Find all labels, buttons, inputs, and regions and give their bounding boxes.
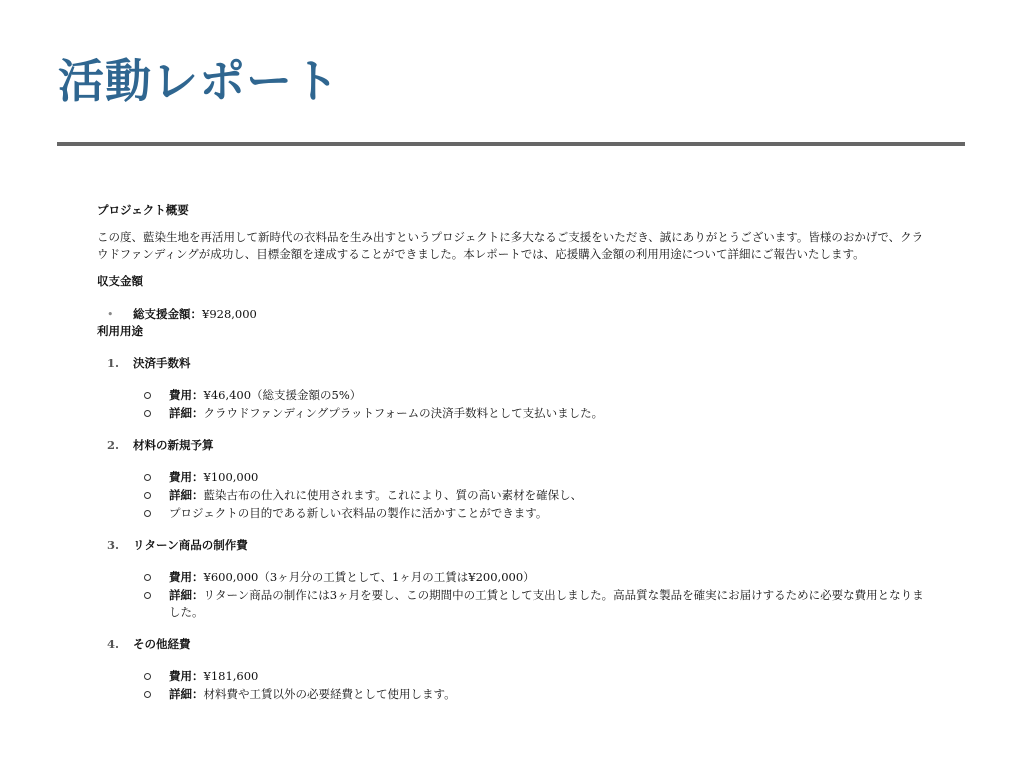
circle-bullet-icon (144, 673, 151, 680)
funds-item-value: ¥928,000 (202, 307, 257, 321)
detail-text: ¥46,400（総支援金額の5%） (203, 388, 362, 402)
detail-label: 詳細： (169, 588, 204, 602)
detail-text: 藍染古布の仕入れに使用されます。これにより、質の高い素材を確保し、 (203, 488, 583, 502)
detail-label: 費用： (169, 388, 204, 402)
usage-item-title: 決済手数料 (133, 356, 191, 370)
usage-detail-cost (133, 387, 932, 404)
usage-detail-description (133, 686, 932, 703)
usage-item-title: リターン商品の制作費 (133, 538, 248, 552)
detail-label: 費用： (169, 669, 204, 683)
detail-label: 詳細： (169, 687, 204, 701)
usage-item-title: 材料の新規予算 (133, 438, 214, 452)
circle-bullet-icon (144, 691, 151, 698)
usage-item-title: その他経費 (133, 637, 191, 651)
usage-detail-description (133, 587, 932, 621)
list-number: 2. (107, 438, 120, 452)
detail-text: リターン商品の制作には3ヶ月を要し、この期間中の工賃として支出しました。高品質な製品を確実にお届けするために必要な費用となりました。 (169, 588, 924, 619)
title-divider (57, 142, 965, 146)
usage-detail-description (133, 405, 932, 422)
usage-detail-cost (133, 469, 932, 486)
detail-text: クラウドファンディングプラットフォームの決済手数料として支払いました。 (203, 406, 604, 420)
usage-detail-list (133, 569, 932, 621)
usage-item-fees (97, 355, 932, 422)
bullet-dot-icon: • (107, 308, 114, 321)
circle-bullet-icon (144, 492, 151, 499)
usage-detail-list (133, 668, 932, 703)
usage-list (97, 355, 932, 703)
circle-bullet-icon (144, 392, 151, 399)
usage-item-materials (97, 437, 932, 522)
funds-heading: 収支金額 (97, 274, 143, 288)
detail-label: 詳細： (169, 406, 204, 420)
usage-item-other (97, 636, 932, 703)
circle-bullet-icon (144, 574, 151, 581)
usage-detail-list (133, 387, 932, 422)
usage-detail-cost (133, 668, 932, 685)
usage-heading: 利用用途 (97, 324, 143, 338)
list-number: 4. (107, 637, 120, 651)
detail-text: ¥181,600 (203, 669, 259, 683)
detail-label: 費用： (169, 470, 204, 484)
detail-text: ¥100,000 (203, 470, 259, 484)
circle-bullet-icon (144, 474, 151, 481)
usage-detail-list (133, 469, 932, 522)
funds-item-total (97, 306, 932, 323)
detail-text: 材料費や工賃以外の必要経費として使用します。 (203, 687, 456, 701)
usage-detail-description (133, 487, 932, 504)
page-title: 活動レポート (58, 54, 340, 108)
detail-text: プロジェクトの目的である新しい衣料品の製作に活かすことができます。 (169, 506, 548, 520)
circle-bullet-icon (144, 510, 151, 517)
detail-label: 費用： (169, 570, 204, 584)
usage-detail-cost (133, 569, 932, 586)
usage-detail-description-continued (133, 505, 932, 522)
circle-bullet-icon (144, 592, 151, 599)
report-body (97, 202, 932, 703)
usage-item-production (97, 537, 932, 621)
funds-list (97, 306, 932, 323)
overview-text: この度、藍染生地を再活用して新時代の衣料品を生み出すというプロジェクトに多大なるご支援をいただき、誠にありがとうございます。皆様のおかげで、クラウドファンディングが成功し、目標金額を達成することができました。本レポートでは、応援購入金額の利用用途について詳細にご報告いたします。 (97, 230, 924, 261)
overview-heading: プロジェクト概要 (97, 203, 189, 217)
detail-label: 詳細： (169, 488, 204, 502)
circle-bullet-icon (144, 410, 151, 417)
list-number: 1. (107, 356, 120, 370)
detail-text: ¥600,000（3ヶ月分の工賃として、1ヶ月の工賃は¥200,000） (203, 570, 535, 584)
funds-item-label: 総支援金額： (133, 307, 202, 321)
list-number: 3. (107, 538, 120, 552)
